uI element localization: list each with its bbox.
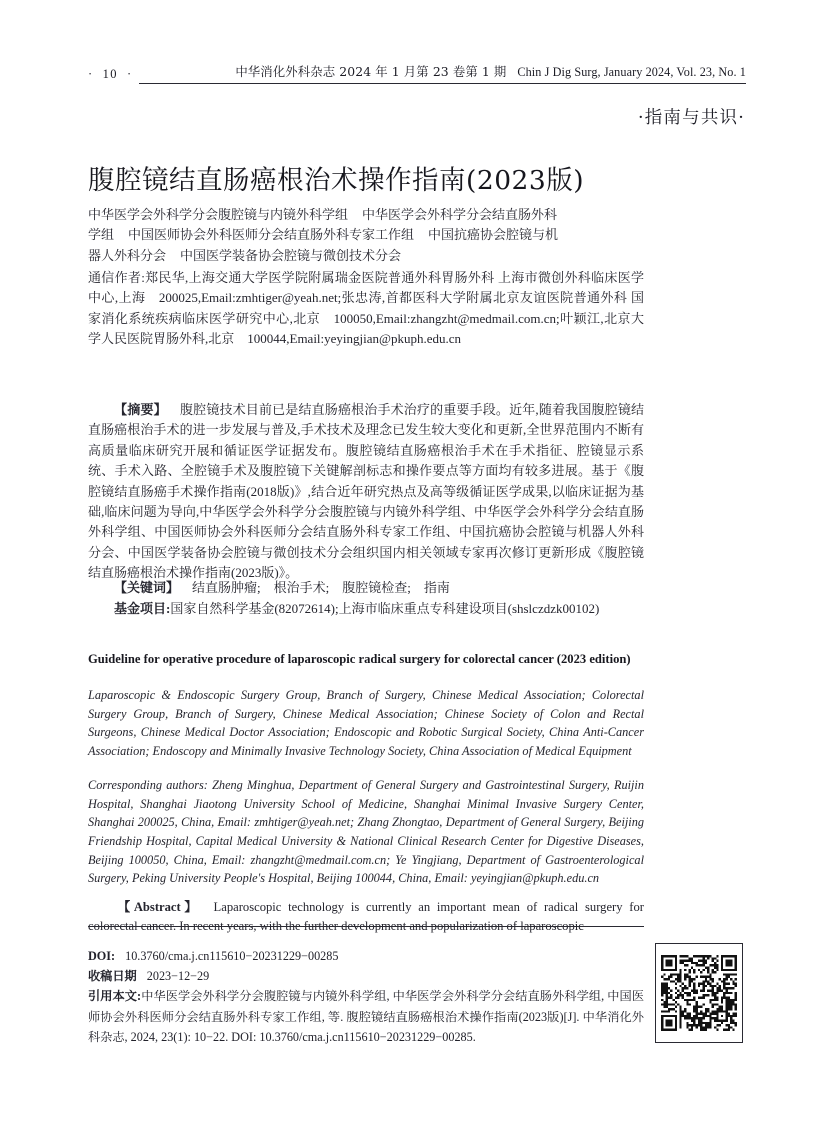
- running-head-rule: [139, 62, 746, 84]
- funding-label: 基金项目:: [114, 601, 171, 616]
- citation-line: [88, 986, 644, 1048]
- running-head-text: [235, 65, 746, 79]
- funding-paragraph: [88, 599, 644, 619]
- keywords-label: 【关键词】: [114, 580, 180, 595]
- qr-code[interactable]: [655, 943, 743, 1043]
- corresponding-paragraph: [88, 268, 644, 350]
- funding-text: 国家自然科学基金(82072614);上海市临床重点专科建设项目(shslczdzk00102): [170, 601, 600, 616]
- abstract-en: [88, 885, 644, 949]
- english-affiliations: [88, 686, 644, 760]
- page-folio: · 10 ·: [88, 67, 133, 81]
- group-3: 中国医师协会外科医师分会结直肠外科专家工作组: [128, 227, 415, 243]
- abstract-paragraph: [88, 400, 644, 584]
- english-corresponding-text: Corresponding authors: Zheng Minghua, Department of General Surgery and Gastrointestinal Surgery, Ruijin Hospital, Shanghai Jiaotong University School of Medicine, Shanghai Minimal Invasive Surgery Center, Shanghai 200025, China, Email: zmhtiger@yeah.net; Zhang Zhongtao, Department of General Surgery, Beijing Friendship Hospital, Capital Medical University & National Clinical Research Center for Digestive Diseases, Beijing 100050, China, Email: zhangzht@medmail.com.cn; Ye Yingjiang, Department of Gastroenterological Surgery, Peking University People's Hospital, Beijing 100044, China, Email: yeyingjian@pkuph.edu.cn: [88, 778, 644, 886]
- english-affiliations-text: Laparoscopic & Endoscopic Surgery Group, Branch of Surgery, Chinese Medical Association; Colorectal Surgery Group, Branch of Surgery, Chinese Medical Association; Chinese Society of Colon and Rectal Surgeons, Chinese Medical Doctor Association; Endoscopic and Robotic Surgical Society, China Anti-Cancer Association; Endoscopy and Minimally Invasive Technology Society, China Association of Medical Equipment: [88, 688, 644, 758]
- footer-block: [88, 946, 644, 1048]
- received-label: 收稿日期: [88, 969, 137, 983]
- keywords-paragraph: [88, 578, 644, 598]
- abstract-text: 腹腔镜技术目前已是结直肠癌根治手术治疗的重要手段。近年,随着我国腹腔镜结直肠癌根治手术的进一步发展与普及,手术技术及理念已发生较大变化和更新,全世界范围内不断有高质量临床研究开展和循证医学证据发布。腹腔镜结直肠癌根治手术在手术指征、腔镜显示系统、手术入路、全腔镜手术及腹腔镜下关键解剖标志和操作要点等方面均有较多进展。基于《腹腔镜结直肠癌手术操作指南(2018版)》,结合近年研究热点及高等级循证医学成果,以临床证据为基础,临床问题为导向,中华医学会外科学分会腹腔镜与内镜外科学组、中华医学会外科学分会结直肠外科学组、中国医师协会外科医师分会结直肠外科专家工作组、中国抗癌协会腔镜与机器人外科分会、中国医学装备协会腔镜与微创技术分会组织国内相关领域专家再次修订更新形成《腹腔镜结直肠癌根治术操作指南(2023版)》。: [88, 402, 644, 581]
- keywords-cn: [88, 578, 644, 598]
- english-corresponding-authors: [88, 764, 644, 900]
- author-group-line-1: [88, 205, 644, 225]
- citation-label: 引用本文:: [88, 989, 142, 1003]
- group-4b: 器人外科分会: [88, 247, 167, 263]
- running-head-en: Chin J Dig Surg, January 2024, Vol. 23, No. 1: [517, 65, 746, 79]
- english-abstract-text: Laparoscopic technology is currently an important mean of radical surgery for colorectal cancer. In recent years, with the further development and popularization of laparoscopic: [88, 899, 644, 933]
- english-abstract-label: 【Abstract】: [114, 899, 201, 914]
- column-head: ·指南与共识·: [637, 108, 745, 128]
- running-head-cn: 中华消化外科杂志 2024 年 1 月第 23 卷第 1 期: [235, 64, 507, 79]
- english-abstract-paragraph: [88, 898, 644, 937]
- corresponding-label: 通信作者:: [88, 270, 145, 285]
- author-group-line-2: [88, 225, 644, 245]
- group-4a: 中国抗癌协会腔镜与机: [428, 227, 559, 243]
- footer-divider: [88, 926, 644, 927]
- funding-cn: [88, 599, 644, 619]
- page-title: 腹腔镜结直肠癌根治术操作指南(2023版): [88, 164, 585, 196]
- qr-code-image: [661, 955, 737, 1031]
- doi-line: [88, 946, 644, 966]
- doi-label: DOI:: [88, 949, 116, 963]
- citation-value: 中华医学会外科学分会腹腔镜与内镜外科学组, 中华医学会外科学分会结直肠外科学组, 中国医师协会外科医师分会结直肠外科专家工作组, 等. 腹腔镜结直肠癌根治术操作指南(2023版)[J]. 中华消化外科杂志, 2024, 23(1): 10−22. DOI: 10.3760/cma.j.cn115610−20231229−00285.: [88, 989, 645, 1044]
- author-group-line-3: [88, 246, 644, 266]
- doi-value[interactable]: 10.3760/cma.j.cn115610−20231229−00285: [125, 949, 339, 963]
- group-1: 中华医学会外科学分会腹腔镜与内镜外科学组: [88, 207, 349, 222]
- author-groups: [88, 205, 644, 266]
- abstract-cn: [88, 400, 644, 584]
- group-5: 中国医学装备协会腔镜与微创技术分会: [180, 247, 402, 263]
- received-date-line: [88, 966, 644, 986]
- received-value: 2023−12−29: [146, 969, 210, 983]
- abstract-label: 【摘要】: [114, 402, 167, 417]
- english-title: Guideline for operative procedure of laparoscopic radical surgery for colorectal cancer (2023 edition): [88, 652, 631, 666]
- corresponding-authors-cn: [88, 268, 644, 350]
- corresponding-text: 郑民华,上海交通大学医学院附属瑞金医院普通外科胃肠外科 上海市微创外科临床医学中心,上海 200025,Email:zmhtiger@yeah.net;张忠涛,首都医科大学附属北京友谊医院普通外科 国家消化系统疾病临床医学研究中心,北京 100050,Email:zhangzht@medmail.com.cn;叶颖江,北京大学人民医院胃肠外科,北京 100044,Email:yeyingjian@pkuph.edu.cn: [88, 270, 644, 347]
- running-head: [88, 58, 746, 84]
- group-2b: 学组: [88, 227, 115, 243]
- keywords-text: 结直肠肿瘤; 根治手术; 腹腔镜检查; 指南: [192, 580, 450, 595]
- group-2a: 中华医学会外科学分会结直肠外科: [362, 207, 558, 222]
